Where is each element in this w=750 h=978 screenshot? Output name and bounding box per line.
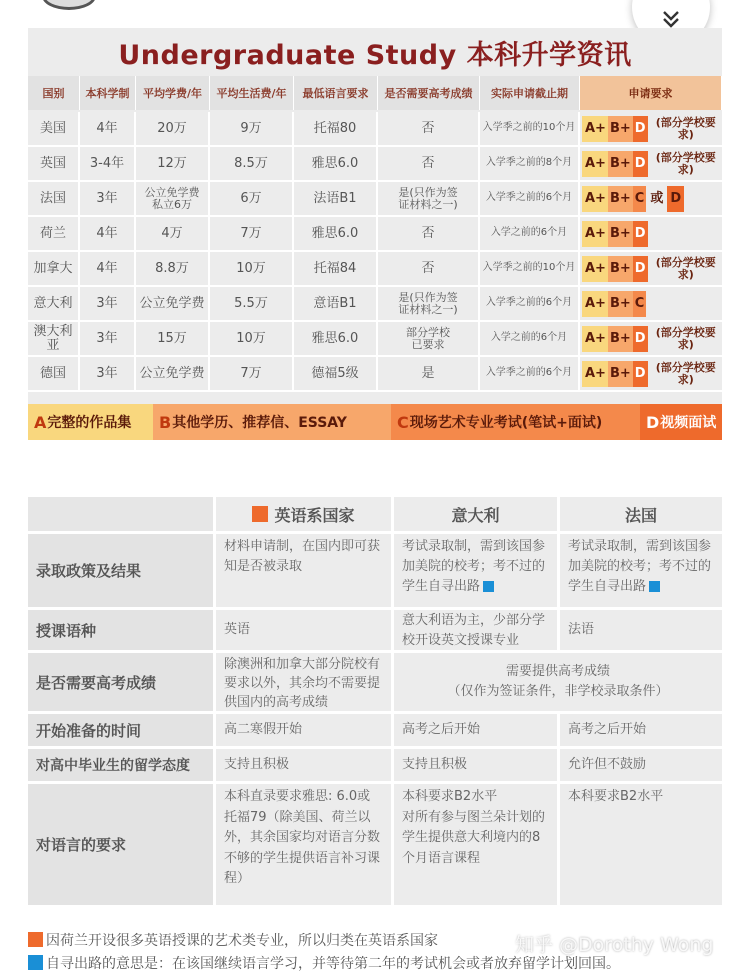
cell-deadline: 入学季之前的8个月	[480, 147, 580, 180]
cell-tuition: 8.8万	[136, 252, 210, 285]
cell-country: 荷兰	[28, 217, 80, 250]
cell-requirements	[580, 322, 722, 355]
legend-text: 其他学历、推荐信、ESSAY	[172, 415, 347, 431]
legend-item	[640, 404, 722, 440]
comparison-table	[28, 497, 722, 908]
cell-italy: 支持且积极	[394, 749, 560, 781]
header-cell-blank	[28, 497, 216, 531]
requirement-letter: A+	[582, 361, 608, 387]
row-label: 对高中毕业生的留学态度	[28, 749, 216, 781]
cell-country: 法国	[28, 182, 80, 215]
requirement-letter: D	[633, 326, 648, 352]
cell-tuition: 公立免学费	[136, 287, 210, 320]
requirement-letter: D	[667, 186, 684, 212]
legend-key: D	[646, 412, 660, 432]
legend-text: 完整的作品集	[47, 415, 132, 431]
cell-italy: 高考之后开始	[394, 714, 560, 746]
cell-requirements	[580, 147, 722, 180]
requirement-note: (部分学校要求)	[655, 360, 716, 386]
requirement-letter: A+	[582, 186, 608, 212]
note-text: 因荷兰开设很多英语授课的艺术类专业，所以归类在英语系国家	[46, 932, 438, 949]
cell-gaokao: 否	[378, 252, 480, 285]
header-label: 英语系国家	[274, 505, 355, 525]
row-label: 授课语种	[28, 610, 216, 650]
cell-english: 本科直录要求雅思: 6.0或托福79（除美国、荷兰以外，其余国家均对语言分数不够的学生提供语言补习课程）	[216, 784, 394, 905]
requirement-letters	[582, 116, 722, 142]
cell-english: 英语	[216, 610, 394, 650]
cell-text: 考试录取制，需到该国参加美院的校考；考不过的学生自寻出路	[568, 539, 712, 595]
double-chevron-down-icon	[660, 8, 682, 30]
legend-text: 现场艺术专业考试(笔试+面试)	[409, 415, 603, 431]
requirement-letter: B+	[608, 221, 633, 247]
legend-text: 视频面试	[660, 415, 717, 431]
cell-france: 本科要求B2水平	[560, 784, 722, 905]
cell-requirements	[580, 287, 722, 320]
requirement-letters	[582, 151, 722, 177]
requirement-letter: B+	[608, 116, 633, 142]
cell-requirements	[580, 252, 722, 285]
cell-country: 德国	[28, 357, 80, 390]
cell-duration: 3年	[80, 287, 136, 320]
cell-language: 法语B1	[294, 182, 378, 215]
cell-gaokao: 否	[378, 147, 480, 180]
undergraduate-study-table	[28, 28, 722, 440]
cell-italy: 意大利语为主，少部分学校开设英文授课专业	[394, 610, 560, 650]
cell-country: 加拿大	[28, 252, 80, 285]
table-title: Undergraduate Study 本科升学资讯	[118, 39, 632, 71]
header-english-countries	[216, 497, 394, 531]
header-cell: 国别	[28, 76, 80, 110]
comparison-row	[28, 534, 722, 610]
table-row	[28, 287, 722, 322]
blue-square-icon	[483, 581, 494, 592]
cell-requirements	[580, 217, 722, 250]
cell-gaokao: 是(只作为签 证材料之一)	[378, 182, 480, 215]
requirement-letter: D	[633, 151, 648, 177]
requirement-letter: A+	[582, 116, 608, 142]
cell-gaokao: 是	[378, 357, 480, 390]
watermark: 知乎 @Dorothy Wong	[515, 934, 714, 956]
orange-square-icon	[252, 506, 268, 522]
cell-living: 5.5万	[210, 287, 294, 320]
cell-merged: 需要提供高考成绩 （仅作为签证条件，非学校录取条件）	[394, 653, 722, 711]
cell-english: 除澳洲和加拿大部分院校有要求以外，其余均不需要提供国内的高考成绩	[216, 653, 394, 711]
requirements-legend	[28, 404, 722, 440]
cell-france: 法语	[560, 610, 722, 650]
cell-living: 9万	[210, 112, 294, 145]
cell-italy	[394, 534, 560, 607]
header-cell: 最低语言要求	[294, 76, 378, 110]
cell-france: 高考之后开始	[560, 714, 722, 746]
cell-country: 英国	[28, 147, 80, 180]
cell-tuition: 公立免学费 私立6万	[136, 182, 210, 215]
requirement-letters	[582, 291, 646, 317]
requirement-letters	[582, 326, 722, 352]
cell-living: 6万	[210, 182, 294, 215]
table-row	[28, 217, 722, 252]
cell-requirements	[580, 112, 722, 145]
requirement-letter: A+	[582, 326, 608, 352]
requirement-letters	[582, 221, 648, 247]
cell-language: 雅思6.0	[294, 217, 378, 250]
cell-deadline: 入学季之前的6个月	[480, 357, 580, 390]
cell-country: 意大利	[28, 287, 80, 320]
table-row	[28, 112, 722, 147]
comparison-row	[28, 653, 722, 714]
cell-gaokao: 是(只作为签 证材料之一)	[378, 287, 480, 320]
table-row	[28, 182, 722, 217]
legend-key: C	[397, 412, 409, 432]
cell-deadline: 入学季之前的6个月	[480, 182, 580, 215]
header-cell: 平均学费/年	[136, 76, 210, 110]
requirement-note: (部分学校要求)	[655, 150, 716, 176]
requirement-letter: A+	[582, 291, 608, 317]
legend-item	[153, 404, 391, 440]
cell-language: 雅思6.0	[294, 147, 378, 180]
requirement-letter: A+	[582, 256, 608, 282]
requirement-letters	[582, 361, 722, 387]
cell-deadline: 入学季之前的10个月	[480, 252, 580, 285]
cell-living: 7万	[210, 357, 294, 390]
comparison-row	[28, 714, 722, 749]
header-italy: 意大利	[394, 497, 560, 531]
cell-language: 托福80	[294, 112, 378, 145]
cell-text: 考试录取制，需到该国参加美院的校考；考不过的学生自寻出路	[402, 539, 546, 595]
header-france: 法国	[560, 497, 722, 531]
cell-requirements	[580, 182, 722, 215]
cell-duration: 3年	[80, 357, 136, 390]
comparison-header-row	[28, 497, 722, 534]
requirement-letter: D	[633, 256, 648, 282]
cell-gaokao: 否	[378, 112, 480, 145]
header-cell: 申请要求	[580, 76, 722, 110]
cell-deadline: 入学季之前的6个月	[480, 287, 580, 320]
requirement-letter: D	[633, 361, 648, 387]
cell-language: 德福5级	[294, 357, 378, 390]
blue-square-icon	[28, 955, 43, 970]
header-cell: 平均生活费/年	[210, 76, 294, 110]
requirement-letters	[582, 186, 684, 212]
cell-gaokao: 否	[378, 217, 480, 250]
legend-key: A	[34, 412, 47, 432]
cell-gaokao: 部分学校 已要求	[378, 322, 480, 355]
requirement-letter: B+	[608, 256, 633, 282]
blue-square-icon	[649, 581, 660, 592]
cell-tuition: 12万	[136, 147, 210, 180]
cell-duration: 3年	[80, 322, 136, 355]
cell-france	[560, 534, 722, 607]
requirement-note: (部分学校要求)	[655, 325, 716, 351]
note-text: 自寻出路的意思是：在该国继续语言学习，并等待第二年的考试机会或者放弃留学计划回国。	[46, 955, 620, 972]
requirement-or: 或	[650, 190, 664, 206]
cell-tuition: 20万	[136, 112, 210, 145]
requirement-note: (部分学校要求)	[655, 255, 716, 281]
legend-item	[391, 404, 640, 440]
cell-living: 10万	[210, 252, 294, 285]
table-row	[28, 322, 722, 357]
requirement-letter: D	[633, 221, 648, 247]
header-cell: 是否需要高考成绩	[378, 76, 480, 110]
row-label: 对语言的要求	[28, 784, 216, 905]
comparison-row	[28, 749, 722, 784]
cell-language: 雅思6.0	[294, 322, 378, 355]
cell-duration: 4年	[80, 112, 136, 145]
cell-living: 8.5万	[210, 147, 294, 180]
cell-france: 允许但不鼓励	[560, 749, 722, 781]
legend-key: B	[159, 412, 172, 432]
requirement-letter: B+	[608, 291, 633, 317]
cell-duration: 3-4年	[80, 147, 136, 180]
cell-living: 7万	[210, 217, 294, 250]
table-header-row	[28, 76, 722, 110]
requirement-note: (部分学校要求)	[655, 115, 716, 141]
requirement-letter: B+	[608, 186, 633, 212]
cell-country: 澳大利亚	[28, 322, 80, 355]
requirement-letter: C	[633, 291, 647, 317]
cell-language: 意语B1	[294, 287, 378, 320]
header-cell: 实际申请截止期	[480, 76, 580, 110]
cell-english: 高二寒假开始	[216, 714, 394, 746]
cell-english: 材料申请制，在国内即可获知是否被录取	[216, 534, 394, 607]
header-cell: 本科学制	[80, 76, 136, 110]
requirement-letter: D	[633, 116, 648, 142]
cell-italy: 本科要求B2水平 对所有参与图兰朵计划的学生提供意大利境内的8个月语言课程	[394, 784, 560, 905]
requirement-letter: B+	[608, 361, 633, 387]
requirement-letter: A+	[582, 151, 608, 177]
requirement-letter: C	[633, 186, 647, 212]
table-row	[28, 147, 722, 182]
table-body	[28, 112, 722, 392]
cell-duration: 4年	[80, 252, 136, 285]
row-label: 是否需要高考成绩	[28, 653, 216, 711]
cell-living: 10万	[210, 322, 294, 355]
cell-tuition: 4万	[136, 217, 210, 250]
cell-deadline: 入学之前的6个月	[480, 322, 580, 355]
table-row	[28, 252, 722, 287]
cell-duration: 4年	[80, 217, 136, 250]
requirement-letter: B+	[608, 326, 633, 352]
cell-language: 托福84	[294, 252, 378, 285]
cell-deadline: 入学季之前的10个月	[480, 112, 580, 145]
cell-country: 美国	[28, 112, 80, 145]
avatar[interactable]	[42, 0, 96, 10]
requirement-letter: A+	[582, 221, 608, 247]
cell-tuition: 公立免学费	[136, 357, 210, 390]
comparison-row	[28, 784, 722, 908]
row-label: 录取政策及结果	[28, 534, 216, 607]
table-row	[28, 357, 722, 392]
cell-duration: 3年	[80, 182, 136, 215]
comparison-row	[28, 610, 722, 653]
cell-tuition: 15万	[136, 322, 210, 355]
requirement-letter: B+	[608, 151, 633, 177]
cell-deadline: 入学之前的6个月	[480, 217, 580, 250]
cell-requirements	[580, 357, 722, 390]
row-label: 开始准备的时间	[28, 714, 216, 746]
orange-square-icon	[28, 932, 43, 947]
requirement-letters	[582, 256, 722, 282]
legend-item	[28, 404, 153, 440]
cell-english: 支持且积极	[216, 749, 394, 781]
